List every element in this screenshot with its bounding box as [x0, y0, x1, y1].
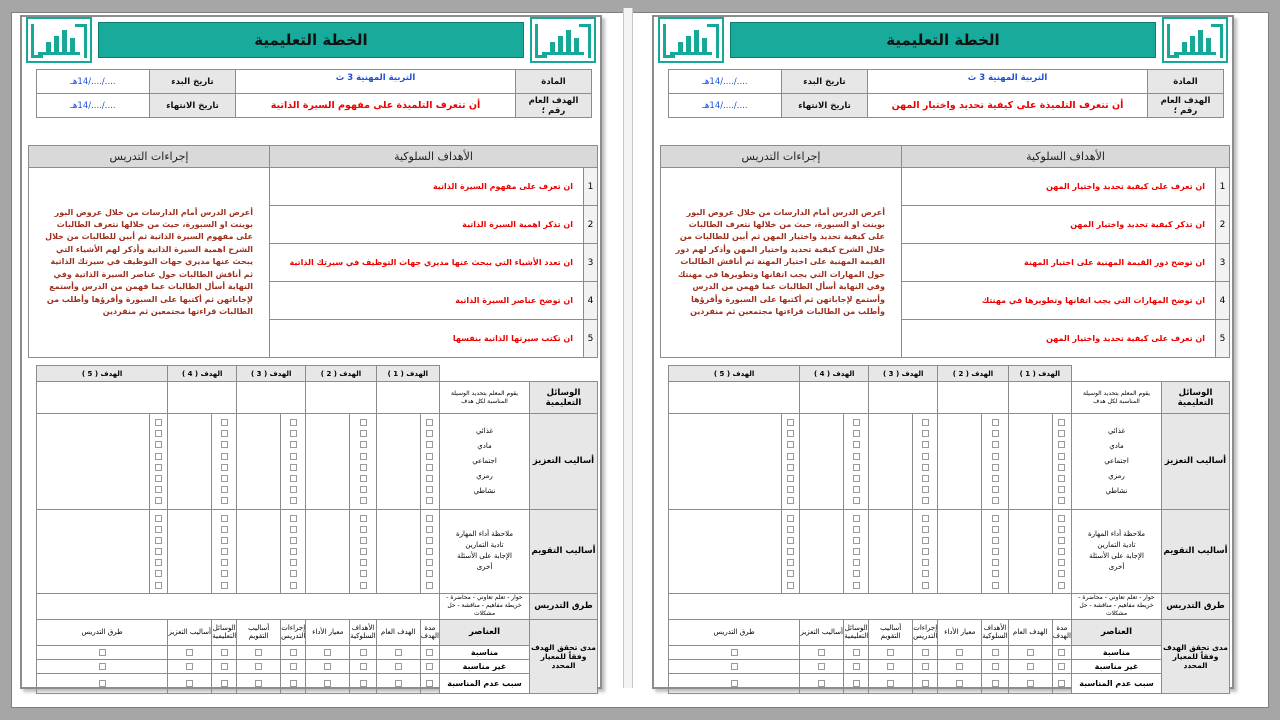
evaluation-checkbox[interactable]	[669, 673, 800, 693]
teaching-procedures-text: أعرض الدرس أمام الدارسات من خلال عروض البور بوينت او السبورة، حيث من خلالها نتعرف الطالبات على كيفية تحديد واختيار المهن ثم أبين للطالبات من خلال الشرح كيفية تحديد واختيار المهن وأذكر لهم دور القيمة المهنية على اختيار المهنة ثم أناقش الطالبات حول المهارات التي يجب اتقانها وتطويرها في مهنتك وفي النهاية أسأل الطالبات عما فهمن من الدرس وأستمع لإجاباتهن ثم أكتبها على السبورة وأقرؤها وأطلب من الطالبات قراءتها مجتمعين ثم منفردين	[661, 168, 902, 358]
objective-index: 3	[1219, 257, 1226, 268]
evaluation-checkbox[interactable]	[800, 659, 844, 673]
element-column-header: أساليب التقويم	[869, 619, 913, 645]
evaluation-checkbox[interactable]	[306, 645, 350, 659]
checkbox-column[interactable]	[844, 509, 869, 593]
assessment-option: الإجابة على الأسئلة	[457, 552, 512, 561]
objective-item: ان توضح المهارات التي يجب اتقانها وتطويرها في مهنتك	[902, 282, 1216, 320]
checkbox-column[interactable]	[212, 414, 237, 510]
evaluation-checkbox[interactable]	[913, 645, 938, 659]
general-goal-label: الهدف العام رقم ؛	[1148, 94, 1224, 118]
objective-number	[584, 320, 598, 358]
checkbox-column[interactable]	[982, 414, 1008, 510]
goal-header: الهدف ( 1 )	[376, 366, 439, 382]
reinforcement-option: اجتماعي	[1104, 456, 1129, 465]
evaluation-checkbox[interactable]	[306, 673, 350, 693]
element-column-header: الهدف العام	[1008, 619, 1052, 645]
plan-title: الخطة التعليمية	[98, 22, 524, 58]
objective-number	[584, 282, 598, 320]
ministry-logo-icon	[530, 17, 596, 63]
evaluation-checkbox[interactable]	[168, 659, 212, 673]
general-goal-value: أن تتعرف التلميذة على كيفية تحديد واختيار المهن	[868, 94, 1148, 118]
checkbox-column[interactable]	[844, 414, 869, 510]
reinforcement-option: غذائي	[475, 426, 494, 435]
goal-header: الهدف ( 1 )	[1008, 366, 1071, 382]
evaluation-checkbox[interactable]	[869, 659, 913, 673]
subject-value: التربية المهنية 3 ث	[868, 70, 1148, 94]
reinforcement-option: نشاطي	[1105, 486, 1128, 495]
teaching-methods-label: طرق التدريس	[530, 593, 598, 619]
element-column-header: إجراءات التدريس	[281, 619, 306, 645]
evaluation-checkbox[interactable]	[1008, 659, 1052, 673]
start-date-value: ..../..../14هـ	[37, 70, 150, 94]
plan-title: الخطة التعليمية	[730, 22, 1156, 58]
evaluation-checkbox[interactable]	[237, 659, 281, 673]
evaluation-checkbox[interactable]	[350, 645, 376, 659]
objective-number	[584, 206, 598, 244]
evaluation-checkbox[interactable]	[669, 659, 800, 673]
evaluation-checkbox[interactable]	[281, 659, 306, 673]
end-date-label: تاريخ الانتهاء	[150, 94, 236, 118]
checkbox-column[interactable]	[1052, 509, 1071, 593]
achievement-label: مدى تحقق الهدف وفقاً للمعيار المحدد	[1162, 619, 1230, 693]
element-column-header: الأهداف السلوكية	[982, 619, 1008, 645]
evaluation-checkbox[interactable]	[800, 673, 844, 693]
evaluation-checkbox[interactable]	[37, 673, 168, 693]
sheet-header	[22, 17, 600, 63]
assessment-items	[1072, 509, 1162, 593]
teaching-aids-label: الوسائل التعليمية	[1162, 382, 1230, 414]
objective-item: ان توضح دور القيمة المهنية على اختيار المهنة	[902, 244, 1216, 282]
evaluation-checkbox[interactable]	[913, 673, 938, 693]
elements-label: العناصر	[1072, 619, 1162, 645]
goal-header: الهدف ( 3 )	[237, 366, 306, 382]
subject-label: المادة	[1148, 70, 1224, 94]
plan-sheet-left	[20, 15, 602, 689]
evaluation-checkbox[interactable]	[376, 645, 420, 659]
evaluation-checkbox[interactable]	[869, 645, 913, 659]
evaluation-checkbox[interactable]	[982, 673, 1008, 693]
elements-label: العناصر	[440, 619, 530, 645]
checkbox-column[interactable]	[150, 509, 168, 593]
ministry-logo-icon	[1162, 17, 1228, 63]
grid-corner	[440, 366, 598, 382]
not-suitable-label: غير مناسبة	[1072, 659, 1162, 673]
evaluation-checkbox[interactable]	[844, 659, 869, 673]
checkbox-column[interactable]	[420, 509, 439, 593]
evaluation-checkbox[interactable]	[844, 645, 869, 659]
evaluation-checkbox[interactable]	[1008, 673, 1052, 693]
objective-index: 4	[1219, 295, 1226, 306]
reinforcement-option: مادي	[1109, 441, 1124, 450]
objective-index: 5	[1219, 333, 1226, 344]
checkbox-column[interactable]	[281, 509, 306, 593]
evaluation-checkbox[interactable]	[1008, 645, 1052, 659]
goal-header: الهدف ( 5 )	[669, 366, 800, 382]
reinforcement-label: أساليب التعزيز	[1162, 414, 1230, 510]
teaching-methods-desc: حوار - تعلم تعاوني - محاضرة - خريطة مفاهيم - مناقشة - حل مشكلات	[1072, 593, 1162, 619]
objective-item: ان تذكر اهمية السيرة الذاتية	[270, 206, 584, 244]
evaluation-checkbox[interactable]	[982, 659, 1008, 673]
evaluation-checkbox[interactable]	[212, 645, 237, 659]
teaching-aids-desc: يقوم المعلم بتحديد الوسيلة المناسبة لكل هدف	[440, 382, 530, 414]
evaluation-checkbox[interactable]	[281, 673, 306, 693]
behavioral-objectives-heading: الأهداف السلوكية	[902, 146, 1230, 168]
objective-index: 5	[587, 333, 594, 344]
goal-header: الهدف ( 5 )	[37, 366, 168, 382]
reinforcement-option: رمزي	[476, 471, 493, 480]
objective-item: ان تعرف على كيفية تحديد واختيار المهن	[902, 168, 1216, 206]
objective-number	[1216, 168, 1230, 206]
info-table	[668, 69, 1224, 118]
suitable-label: مناسبة	[1072, 645, 1162, 659]
start-date-value: ..../..../14هـ	[669, 70, 782, 94]
objective-item: ان تعرف على مفهوم السيرة الذاتية	[270, 168, 584, 206]
checkbox-column[interactable]	[212, 509, 237, 593]
checkbox-column[interactable]	[281, 414, 306, 510]
element-column-header: أساليب التعزيز	[168, 619, 212, 645]
evaluation-grid	[36, 365, 598, 694]
assessment-option: ملاحظة أداء المهارة	[1087, 530, 1146, 539]
checkbox-column[interactable]	[350, 509, 376, 593]
objective-item: ان تكتب سيرتها الذاتية بنفسها	[270, 320, 584, 358]
teaching-aids-label: الوسائل التعليمية	[530, 382, 598, 414]
start-date-label: تاريخ البدء	[150, 70, 236, 94]
evaluation-checkbox[interactable]	[168, 673, 212, 693]
checkbox-column[interactable]	[982, 509, 1008, 593]
evaluation-checkbox[interactable]	[212, 673, 237, 693]
reinforcement-option: مادي	[477, 441, 492, 450]
general-goal-value: أن تتعرف التلميذة على مفهوم السيرة الذاتية	[236, 94, 516, 118]
grid-corner	[1072, 366, 1230, 382]
evaluation-checkbox[interactable]	[938, 659, 982, 673]
element-column-header: الهدف العام	[376, 619, 420, 645]
evaluation-checkbox[interactable]	[938, 673, 982, 693]
evaluation-checkbox[interactable]	[376, 659, 420, 673]
assessment-option: أخرى	[476, 563, 493, 572]
evaluation-checkbox[interactable]	[982, 645, 1008, 659]
ministry-logo-icon	[658, 17, 724, 63]
reinforcement-label: أساليب التعزيز	[530, 414, 598, 510]
objective-index: 2	[1219, 219, 1226, 230]
checkbox-column[interactable]	[782, 414, 800, 510]
reinforcement-option: اجتماعي	[472, 456, 497, 465]
element-column-header: الوسائل التعليمية	[844, 619, 869, 645]
start-date-label: تاريخ البدء	[782, 70, 868, 94]
teaching-procedures-heading: إجراءات التدريس	[29, 146, 270, 168]
suitable-label: مناسبة	[440, 645, 530, 659]
achievement-label: مدى تحقق الهدف وفقاً للمعيار المحدد	[530, 619, 598, 693]
evaluation-checkbox[interactable]	[913, 659, 938, 673]
evaluation-checkbox[interactable]	[869, 673, 913, 693]
objective-index: 3	[587, 257, 594, 268]
checkbox-column[interactable]	[913, 509, 938, 593]
evaluation-checkbox[interactable]	[37, 645, 168, 659]
checkbox-column[interactable]	[150, 414, 168, 510]
assessment-option: الإجابة على الأسئلة	[1089, 552, 1144, 561]
page-spine	[623, 8, 633, 688]
checkbox-column[interactable]	[1052, 414, 1071, 510]
objective-item: ان تذكر كيفية تحديد واختيار المهن	[902, 206, 1216, 244]
evaluation-checkbox[interactable]	[1052, 645, 1071, 659]
element-column-header: معيار الأداء	[306, 619, 350, 645]
evaluation-checkbox[interactable]	[212, 659, 237, 673]
evaluation-checkbox[interactable]	[350, 659, 376, 673]
assessment-items	[440, 509, 530, 593]
subject-label: المادة	[516, 70, 592, 94]
evaluation-checkbox[interactable]	[420, 659, 439, 673]
element-column-header: مدة الهدف	[1052, 619, 1071, 645]
objective-item: ان تعرف على كيفية تحديد واختيار المهن	[902, 320, 1216, 358]
subject-value: التربية المهنية 3 ث	[236, 70, 516, 94]
goal-header: الهدف ( 4 )	[168, 366, 237, 382]
element-column-header: مدة الهدف	[420, 619, 439, 645]
plan-sheet-right	[652, 15, 1234, 689]
teaching-procedures-heading: إجراءات التدريس	[661, 146, 902, 168]
objective-number	[584, 244, 598, 282]
teaching-aids-desc: يقوم المعلم بتحديد الوسيلة المناسبة لكل هدف	[1072, 382, 1162, 414]
evaluation-checkbox[interactable]	[168, 645, 212, 659]
goal-header: الهدف ( 4 )	[800, 366, 869, 382]
reinforcement-option: غذائي	[1107, 426, 1126, 435]
checkbox-column[interactable]	[350, 414, 376, 510]
evaluation-checkbox[interactable]	[1052, 659, 1071, 673]
evaluation-checkbox[interactable]	[237, 673, 281, 693]
assessment-option: تادية التمارين	[465, 541, 504, 550]
element-column-header: الأهداف السلوكية	[350, 619, 376, 645]
evaluation-checkbox[interactable]	[800, 645, 844, 659]
evaluation-checkbox[interactable]	[37, 659, 168, 673]
end-date-label: تاريخ الانتهاء	[782, 94, 868, 118]
not-suitable-label: غير مناسبة	[440, 659, 530, 673]
checkbox-column[interactable]	[420, 414, 439, 510]
teaching-methods-label: طرق التدريس	[1162, 593, 1230, 619]
objective-item: ان تعدد الأشياء التي يبحث عنها مديري جهات التوظيف في سيرتك الذاتية	[270, 244, 584, 282]
end-date-value: ..../..../14هـ	[669, 94, 782, 118]
reinforcement-items	[1072, 414, 1162, 510]
assessment-label: أساليب التقويم	[530, 509, 598, 593]
objective-number	[584, 168, 598, 206]
evaluation-grid	[668, 365, 1230, 694]
checkbox-column[interactable]	[782, 509, 800, 593]
evaluation-checkbox[interactable]	[376, 673, 420, 693]
reason-label: سبب عدم المناسبة	[440, 673, 530, 693]
element-column-header: الوسائل التعليمية	[212, 619, 237, 645]
assessment-label: أساليب التقويم	[1162, 509, 1230, 593]
objective-item: ان توضح عناصر السيرة الذاتية	[270, 282, 584, 320]
behavioral-objectives-heading: الأهداف السلوكية	[270, 146, 598, 168]
evaluation-checkbox[interactable]	[281, 645, 306, 659]
evaluation-checkbox[interactable]	[844, 673, 869, 693]
goal-header: الهدف ( 2 )	[938, 366, 1008, 382]
objectives-table	[28, 145, 598, 358]
objective-index: 2	[587, 219, 594, 230]
element-column-header: معيار الأداء	[938, 619, 982, 645]
reinforcement-items	[440, 414, 530, 510]
reinforcement-option: نشاطي	[473, 486, 496, 495]
evaluation-checkbox[interactable]	[420, 645, 439, 659]
objective-index: 1	[587, 181, 594, 192]
objective-number	[1216, 244, 1230, 282]
checkbox-column[interactable]	[913, 414, 938, 510]
evaluation-checkbox[interactable]	[237, 645, 281, 659]
assessment-option: تادية التمارين	[1097, 541, 1136, 550]
element-column-header: إجراءات التدريس	[913, 619, 938, 645]
objective-number	[1216, 206, 1230, 244]
objective-number	[1216, 282, 1230, 320]
objective-index: 4	[587, 295, 594, 306]
ministry-logo-icon	[26, 17, 92, 63]
assessment-option: ملاحظة أداء المهارة	[455, 530, 514, 539]
general-goal-label: الهدف العام رقم ؛	[516, 94, 592, 118]
evaluation-checkbox[interactable]	[420, 673, 439, 693]
element-column-header: طرق التدريس	[37, 619, 168, 645]
evaluation-checkbox[interactable]	[938, 645, 982, 659]
element-column-header: طرق التدريس	[669, 619, 800, 645]
evaluation-checkbox[interactable]	[306, 659, 350, 673]
evaluation-checkbox[interactable]	[350, 673, 376, 693]
goal-header: الهدف ( 2 )	[306, 366, 376, 382]
reason-label: سبب عدم المناسبة	[1072, 673, 1162, 693]
element-column-header: أساليب التعزيز	[800, 619, 844, 645]
objective-number	[1216, 320, 1230, 358]
assessment-option: أخرى	[1108, 563, 1125, 572]
reinforcement-option: رمزي	[1108, 471, 1125, 480]
objective-index: 1	[1219, 181, 1226, 192]
element-column-header: أساليب التقويم	[237, 619, 281, 645]
teaching-methods-desc: حوار - تعلم تعاوني - محاضرة - خريطة مفاهيم - مناقشة - حل مشكلات	[440, 593, 530, 619]
info-table	[36, 69, 592, 118]
sheet-header	[654, 17, 1232, 63]
teaching-procedures-text: أعرض الدرس أمام الدارسات من خلال عروض البور بوينت او السبورة، حيث من خلالها نتعرف الطالبات على مفهوم السيرة الذاتية ثم أبين للطالبات من خلال الشرح اهمية السيرة الذاتية وأذكر لهم الأشياء التي يبحث عنها مديري جهات التوظيف في سيرتك الذاتية ثم أناقش الطالبات حول عناصر السيرة الذاتية وفي النهاية أسأل الطالبات عما فهمن من الدرس وأستمع لإجاباتهن ثم أكتبها على السبورة وأقرؤها وأطلب من الطالبات قراءتها مجتمعين ثم منفردين	[29, 168, 270, 358]
evaluation-checkbox[interactable]	[1052, 673, 1071, 693]
evaluation-checkbox[interactable]	[669, 645, 800, 659]
end-date-value: ..../..../14هـ	[37, 94, 150, 118]
goal-header: الهدف ( 3 )	[869, 366, 938, 382]
objectives-table	[660, 145, 1230, 358]
